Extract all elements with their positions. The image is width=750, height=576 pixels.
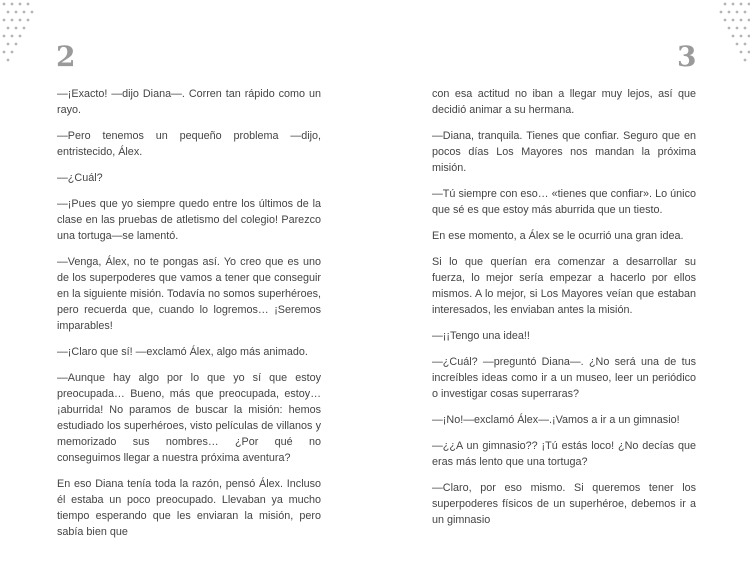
page-number: 3 [677,40,698,73]
paragraph: —¿¿A un gimnasio?? ¡Tú estás loco! ¿No decías que eras más lento que una tortuga? [432,440,696,468]
paragraph: —¿Cuál? [57,172,103,184]
paragraph: —¿Cuál? —preguntó Diana—. ¿No será una de tus increíbles ideas como ir a un museo, leer un periódico o investigar cosas superraras? [432,356,696,400]
paragraph: —Pero tenemos un pequeño problema —dijo, entristecido, Álex. [57,130,321,158]
right-page [375,0,750,576]
paragraph: En eso Diana tenía toda la razón, pensó Álex. Incluso él estaba un poco preocupado. Llevaban ya mucho tiempo esperando que les enviaran la misión, pero sabía bien que [57,478,321,538]
body-text [432,86,696,538]
page-number: 2 [56,40,77,73]
paragraph: —Aunque hay algo por lo que yo sí que estoy preocupada… Bueno, más que preocupada, estoy… ¡aburrida! No paramos de buscar la misión: hemos estudiado los superhéroes, visto películas de villanos y memorizado sus nombres… ¿Por qué no conseguimos llegar a nuestra próxima aventura? [57,372,321,464]
paragraph: —¡¡Tengo una idea!! [432,330,530,342]
paragraph: —¡Claro que sí! —exclamó Álex, algo más animado. [57,346,308,358]
paragraph: —Diana, tranquila. Tienes que confiar. Seguro que en pocos días Los Mayores nos mandan la próxima misión. [432,130,696,174]
paragraph: En ese momento, a Álex se le ocurrió una gran idea. [432,230,684,242]
body-text [57,86,321,550]
paragraph: —¡Pues que yo siempre quedo entre los últimos de la clase en las pruebas de atletismo del colegio! Parezco una tortuga—se lamentó. [57,198,321,242]
paragraph: —Venga, Álex, no te pongas así. Yo creo que es uno de los superpoderes que vamos a tener que conseguir en la siguiente misión. Todavía no somos superhéroes, pero recuerda que, cuando lo logremos… ¡Seremos imparables! [57,256,321,332]
paragraph: —Tú siempre con eso… «tienes que confiar». Lo único que sé es que estoy más aburrida que un tiesto. [432,188,696,216]
paragraph: Si lo que querían era comenzar a desarrollar su fuerza, lo mejor sería empezar a hacerlo por ellos mismos. A lo mejor, si Los Mayores veían que estaban interesados, les enviaban antes la misión. [432,256,696,316]
paragraph: —¡No!—exclamó Álex—.¡Vamos a ir a un gimnasio! [432,414,680,426]
dot-pattern-decoration [0,0,36,64]
dot-pattern-decoration [717,0,750,64]
paragraph: con esa actitud no iban a llegar muy lejos, así que decidió animar a su hermana. [432,88,696,116]
paragraph: —¡Exacto! —dijo Diana—. Corren tan rápido como un rayo. [57,88,321,116]
paragraph: —Claro, por eso mismo. Si queremos tener los superpoderes físicos de un superhéroe, debemos ir a un gimnasio [432,482,696,526]
